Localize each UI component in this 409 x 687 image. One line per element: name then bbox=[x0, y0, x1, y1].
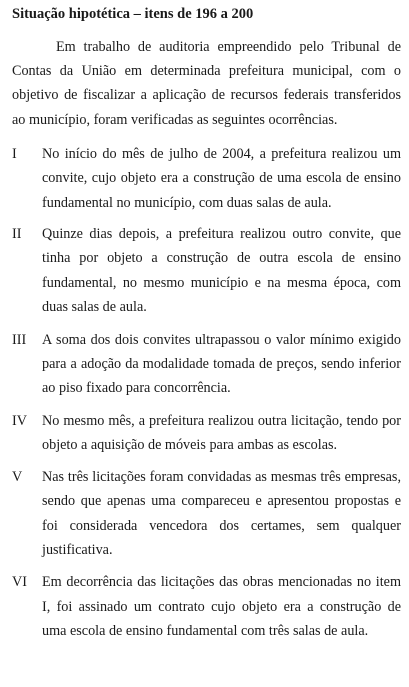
item-text: Nas três licitações foram convidadas as mesmas três empresas, sendo que apenas uma compareceu e apresentou propostas e foi considerada vencedora dos certames, sem qualquer justificativa. bbox=[42, 468, 401, 558]
item-text: No mesmo mês, a prefeitura realizou outra licitação, tendo por objeto a aquisição de móveis para ambas as escolas. bbox=[42, 412, 401, 454]
item-numeral: II bbox=[12, 226, 22, 243]
list-item bbox=[12, 222, 401, 320]
item-text: No início do mês de julho de 2004, a prefeitura realizou um convite, cujo objeto era a construção de uma escola de ensino fundamental no município, com duas salas de aula. bbox=[42, 145, 401, 211]
intro-paragraph: Em trabalho de auditoria empreendido pelo Tribunal de Contas da União em determinada prefeitura municipal, com o objetivo de fiscalizar a aplicação de recursos federais transferidos ao município, foram verificadas as seguintes ocorrências. bbox=[12, 39, 401, 128]
item-text: Em decorrência das licitações das obras mencionadas no item I, foi assinado um contrato cujo objeto era a construção de uma escola de ensino fundamental com três salas de aula. bbox=[42, 574, 401, 640]
item-text: Quinze dias depois, a prefeitura realizou outro convite, que tinha por objeto a construção de outra escola de ensino fundamental, no mesmo município e na mesma época, com duas salas de aula. bbox=[42, 226, 401, 316]
occurrence-list bbox=[12, 142, 401, 644]
list-item bbox=[12, 328, 401, 401]
section-title: Situação hipotética – itens de 196 a 200 bbox=[12, 6, 254, 22]
item-numeral: I bbox=[12, 145, 17, 162]
list-item bbox=[12, 465, 401, 563]
document-page bbox=[12, 0, 401, 644]
list-item bbox=[12, 142, 401, 215]
item-text: A soma dos dois convites ultrapassou o valor mínimo exigido para a adoção da modalidade tomada de preços, sendo inferior ao piso fixado para concorrência. bbox=[42, 331, 401, 397]
item-numeral: VI bbox=[12, 574, 27, 591]
item-numeral: V bbox=[12, 468, 23, 485]
list-item bbox=[12, 409, 401, 458]
item-numeral: III bbox=[12, 331, 27, 348]
item-numeral: IV bbox=[12, 412, 27, 429]
list-item bbox=[12, 570, 401, 643]
